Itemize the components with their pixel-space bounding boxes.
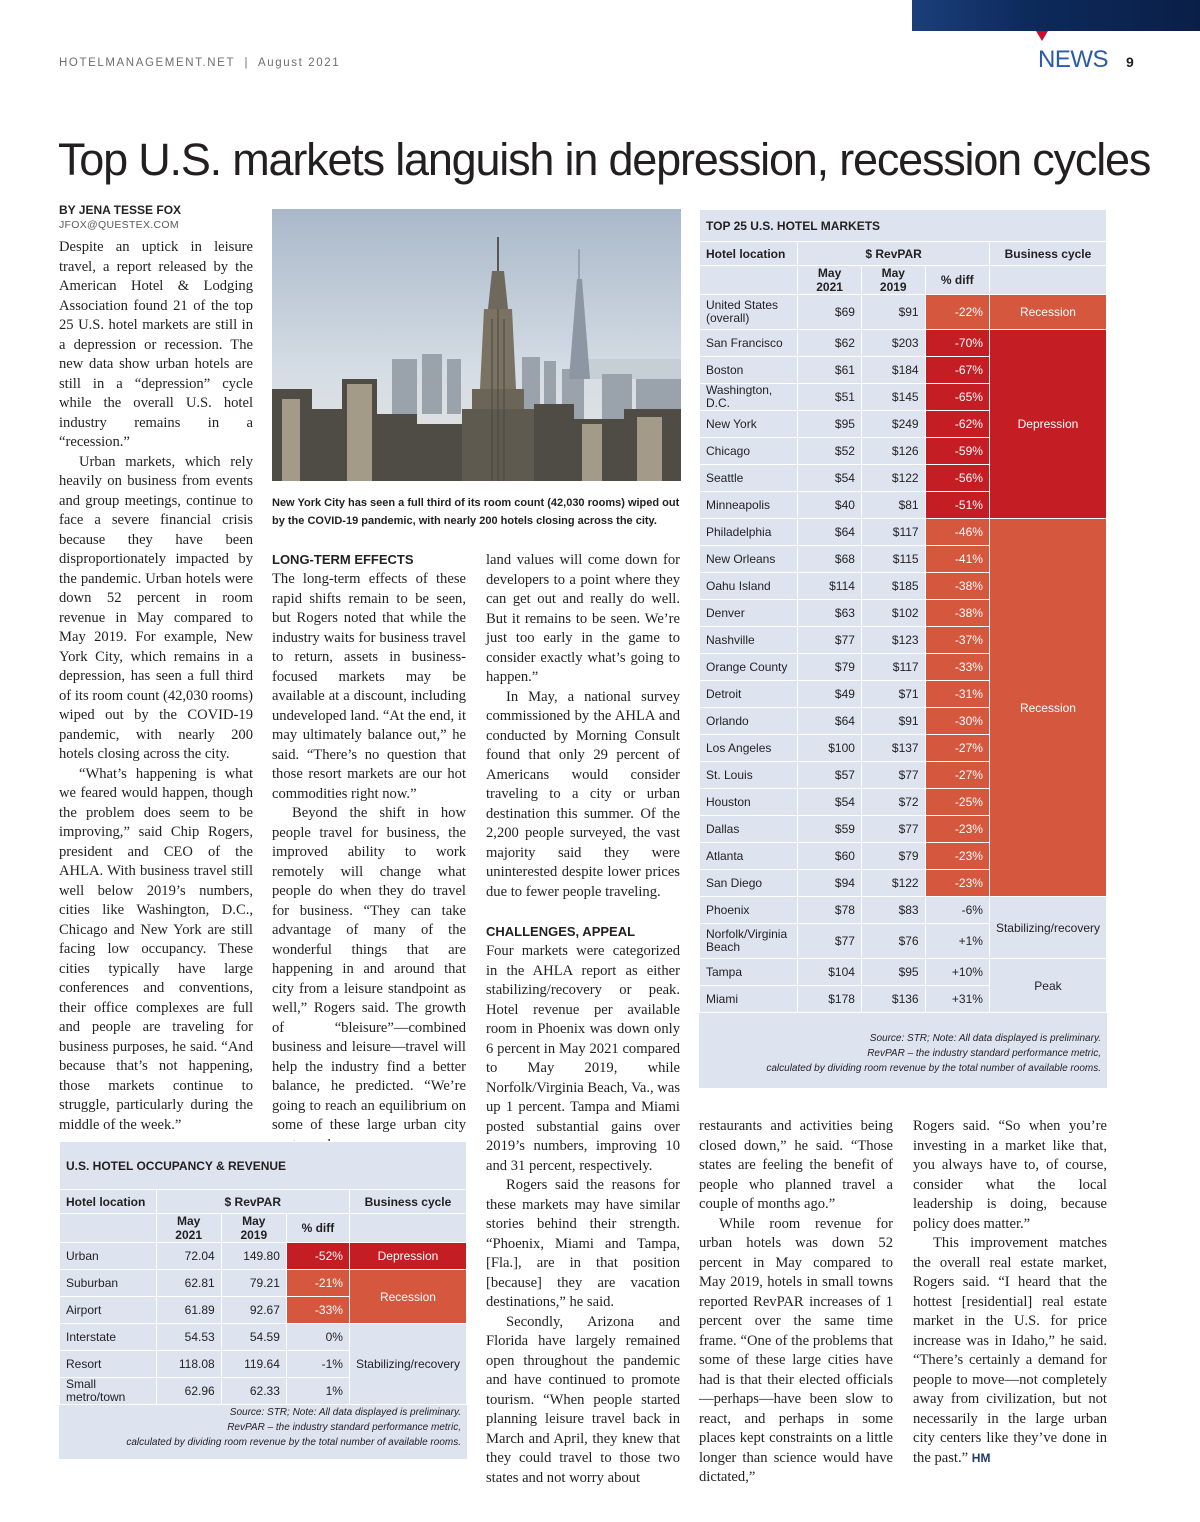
revpar-2019-cell: $72: [861, 789, 925, 816]
article-column-2: [272, 550, 466, 1155]
percent-diff-cell: -27%: [925, 735, 989, 762]
market-name-cell: Phoenix: [700, 897, 798, 924]
market-name-cell: Houston: [700, 789, 798, 816]
table-title: U.S. HOTEL OCCUPANCY & REVENUE: [60, 1142, 467, 1190]
market-name-cell: Atlanta: [700, 843, 798, 870]
percent-diff-cell: -65%: [925, 384, 989, 411]
revpar-2021-cell: $51: [798, 384, 862, 411]
revpar-2021-cell: $60: [798, 843, 862, 870]
percent-diff-cell: -23%: [925, 843, 989, 870]
revpar-2021-cell: 61.89: [156, 1297, 221, 1324]
market-name-cell: San Diego: [700, 870, 798, 897]
column-header-revpar: $ RevPAR: [798, 242, 990, 266]
revpar-2021-cell: 118.08: [156, 1351, 221, 1378]
market-name-cell: New Orleans: [700, 546, 798, 573]
revpar-2021-cell: 54.53: [156, 1324, 221, 1351]
revpar-2019-cell: $203: [861, 330, 925, 357]
page-number: 9: [1126, 54, 1134, 70]
percent-diff-cell: 1%: [286, 1378, 349, 1405]
percent-diff-cell: -38%: [925, 573, 989, 600]
paragraph: Beyond the shift in how people travel for business, the improved ability to work remotely will change what people do when they do travel for business. “They can take advantage of many of the wonderful things that are happening in and around that city from a leisure standpoint as well,” Rogers said. The growth of “bleisure”—combined business and leisure—travel will help the industry find a better balance, he predicted. “We’re going to reach an equilibrium on some of these large urban city: [272, 805, 466, 1133]
revpar-2019-cell: $122: [861, 465, 925, 492]
column-header-location: Hotel location: [60, 1190, 157, 1214]
market-name-cell: San Francisco: [700, 330, 798, 357]
occupancy-revenue-table-box: [59, 1141, 467, 1459]
masthead: HOTELMANAGEMENT.NET | August 2021: [59, 57, 341, 69]
business-cycle-cell: Recession: [989, 295, 1106, 330]
market-name-cell: Urban: [60, 1243, 157, 1270]
paragraph-text: This improvement matches the overall real estate market, Rogers said. “I heard that the hottest [residential] real estate market in the U.S. for price increase was in Idaho,” he said. “There’s certainly a demand for people to move—not completely away from civilization, but not necessarily in the large urban city centers like they’ve done in the past.”: [913, 1235, 1107, 1466]
market-name-cell: Chicago: [700, 438, 798, 465]
market-name-cell: Philadelphia: [700, 519, 798, 546]
revpar-2019-cell: $249: [861, 411, 925, 438]
column-header-revpar: $ RevPAR: [156, 1190, 349, 1214]
source-line: calculated by dividing room revenue by the total number of available rooms.: [126, 1437, 461, 1448]
paragraph: Rogers said the reasons for these markets may have similar stories behind their strength. “Phoenix, Miami and Tampa, [Fla.], are in that position [because] they are vacation destinations,” he said.: [486, 1177, 680, 1310]
market-name-cell: Seattle: [700, 465, 798, 492]
market-name-cell: Orange County: [700, 654, 798, 681]
table-row: [60, 1324, 467, 1351]
revpar-2019-cell: $91: [861, 708, 925, 735]
percent-diff-cell: -25%: [925, 789, 989, 816]
revpar-2021-cell: $64: [798, 708, 862, 735]
top25-markets-table-box: [699, 209, 1107, 1088]
revpar-2019-cell: 79.21: [221, 1270, 286, 1297]
revpar-2019-cell: $91: [861, 295, 925, 330]
revpar-2021-cell: 62.81: [156, 1270, 221, 1297]
revpar-2021-cell: $77: [798, 924, 862, 959]
business-cycle-cell: Recession: [989, 519, 1106, 897]
column-header-cycle: Business cycle: [349, 1190, 466, 1214]
subhead-long-term-effects: LONG-TERM EFFECTS: [272, 552, 414, 567]
revpar-2019-cell: $95: [861, 959, 925, 986]
paragraph: In May, a national survey commissioned by the AHLA and conducted by Morning Consult found that only 29 percent of Americans would consider traveling to a city or urban destination this summer. Of the 2,200 people surveyed, the vast majority said they were uninterested despite lower prices due to fewer people traveling.: [486, 688, 680, 900]
revpar-2021-cell: $95: [798, 411, 862, 438]
percent-diff-cell: -6%: [925, 897, 989, 924]
revpar-2019-cell: $79: [861, 843, 925, 870]
source-line: Source: STR; Note: All data displayed is preliminary.: [229, 1407, 461, 1418]
revpar-2021-cell: $69: [798, 295, 862, 330]
column-header-may2021: May 2021: [156, 1214, 221, 1243]
photo-caption: New York City has seen a full third of its room count (42,030 rooms) wiped out by the COVID-19 pandemic, with nearly 200 hotels closing across the city.: [272, 497, 680, 527]
revpar-2019-cell: $184: [861, 357, 925, 384]
table-source-note: [701, 1031, 1101, 1076]
percent-diff-cell: -38%: [925, 600, 989, 627]
percent-diff-cell: +1%: [925, 924, 989, 959]
percent-diff-cell: -62%: [925, 411, 989, 438]
percent-diff-cell: -31%: [925, 681, 989, 708]
revpar-2021-cell: $114: [798, 573, 862, 600]
revpar-2021-cell: $61: [798, 357, 862, 384]
market-name-cell: Tampa: [700, 959, 798, 986]
header-spacer: [700, 266, 798, 295]
headline: Top U.S. markets languish in depression, recession cycles: [58, 134, 1151, 185]
percent-diff-cell: -33%: [925, 654, 989, 681]
revpar-2021-cell: $54: [798, 465, 862, 492]
revpar-2021-cell: $79: [798, 654, 862, 681]
paragraph: Four markets were categorized in the AHLA report as either stabilizing/recovery or peak. Hotel revenue per available room in Phoenix was down only 6 percent in May 2021 compared to May 2019, while Norfolk/Virginia Beach, Va., was up 1 percent. Tampa and Miami posted substantial gains over 2019’s numbers, improving 10 and 31 percent, respectively.: [486, 943, 680, 1174]
percent-diff-cell: +31%: [925, 986, 989, 1013]
business-cycle-cell: Depression: [989, 330, 1106, 519]
revpar-2021-cell: $77: [798, 627, 862, 654]
top25-markets-table: [699, 209, 1107, 1013]
author-email: JFOX@QUESTEX.COM: [59, 219, 179, 231]
market-name-cell: Nashville: [700, 627, 798, 654]
paragraph: restaurants and activities being closed down,” he said. “Those states are feeling the benefit of people who planned travel a couple of months ago.”: [699, 1118, 893, 1212]
paragraph: The long-term effects of these rapid shifts remain to be seen, but Rogers noted that while the industry waits for business travel to return, assets in business-focused markets may be available at a discount, including undeveloped land. “At the end, it may ultimately balance out,” he said. “There’s no question that those resort markets are our hot commodities right now.”: [272, 571, 466, 802]
paragraph: [913, 1234, 1107, 1468]
table-row: [700, 519, 1107, 546]
header-spacer: [349, 1214, 466, 1243]
market-name-cell: Minneapolis: [700, 492, 798, 519]
revpar-2019-cell: $71: [861, 681, 925, 708]
header-spacer: [989, 266, 1106, 295]
revpar-2021-cell: $64: [798, 519, 862, 546]
article-column-3: [486, 551, 680, 1488]
source-line: Source: STR; Note: All data displayed is preliminary.: [869, 1033, 1101, 1044]
paragraph: Despite an uptick in leisure travel, a report released by the American Hotel & Lodging Association found 21 of the top 25 U.S. hotel markets are still in a depression or recession. The new data show urban hotels are still in a “depression” cycle while the overall U.S. hotel industry remains in a “recession.”: [59, 239, 253, 450]
market-name-cell: Detroit: [700, 681, 798, 708]
market-name-cell: Los Angeles: [700, 735, 798, 762]
revpar-2021-cell: $68: [798, 546, 862, 573]
revpar-2021-cell: $104: [798, 959, 862, 986]
revpar-2021-cell: $100: [798, 735, 862, 762]
revpar-2019-cell: $137: [861, 735, 925, 762]
end-mark: HM: [971, 1450, 991, 1465]
revpar-2019-cell: 149.80: [221, 1243, 286, 1270]
business-cycle-cell: Recession: [349, 1270, 466, 1324]
revpar-2019-cell: $77: [861, 762, 925, 789]
table-row: [700, 330, 1107, 357]
occupancy-table-body: [60, 1243, 467, 1405]
revpar-2019-cell: $126: [861, 438, 925, 465]
percent-diff-cell: -41%: [925, 546, 989, 573]
revpar-2021-cell: $49: [798, 681, 862, 708]
revpar-2019-cell: 54.59: [221, 1324, 286, 1351]
header-spacer: [60, 1214, 157, 1243]
column-header-location: Hotel location: [700, 242, 798, 266]
revpar-2019-cell: $117: [861, 519, 925, 546]
percent-diff-cell: -56%: [925, 465, 989, 492]
revpar-2019-cell: $145: [861, 384, 925, 411]
market-name-cell: Suburban: [60, 1270, 157, 1297]
paragraph: “What’s happening is what we feared would happen, though the problem does seem to be improving,” said Chip Rogers, president and CEO of the AHLA. With business travel still well below 2019’s numbers, cities like Washington, D.C., Chicago and New York are still facing low occupancy. These cities typically have large conferences and conventions, their office complexes are full and people are traveling for business purposes, he said. “And because that’s not happening, those markets continue to struggle, particularly during the middle of the week.”: [59, 765, 253, 1133]
percent-diff-cell: -51%: [925, 492, 989, 519]
percent-diff-cell: -59%: [925, 438, 989, 465]
market-name-cell: Boston: [700, 357, 798, 384]
revpar-2019-cell: $76: [861, 924, 925, 959]
revpar-2019-cell: 62.33: [221, 1378, 286, 1405]
revpar-2019-cell: 92.67: [221, 1297, 286, 1324]
table-title: TOP 25 U.S. HOTEL MARKETS: [700, 210, 1107, 242]
percent-diff-cell: -22%: [925, 295, 989, 330]
column-header-may2019: May 2019: [861, 266, 925, 295]
market-name-cell: Oahu Island: [700, 573, 798, 600]
top25-table-body: [700, 295, 1107, 1013]
column-header-diff: % diff: [286, 1214, 349, 1243]
column-header-may2021: May 2021: [798, 266, 862, 295]
revpar-2021-cell: $57: [798, 762, 862, 789]
revpar-2019-cell: $122: [861, 870, 925, 897]
paragraph: Rogers said. “So when you’re investing in a market like that, you always have to, of course, consider what the local leadership is doing, because policy does matter.”: [913, 1118, 1107, 1232]
market-name-cell: St. Louis: [700, 762, 798, 789]
market-name-cell: Small metro/town: [60, 1378, 157, 1405]
table-row: [60, 1243, 467, 1270]
percent-diff-cell: -46%: [925, 519, 989, 546]
revpar-2021-cell: $78: [798, 897, 862, 924]
market-name-cell: Airport: [60, 1297, 157, 1324]
market-name-cell: Denver: [700, 600, 798, 627]
revpar-2021-cell: 72.04: [156, 1243, 221, 1270]
percent-diff-cell: -52%: [286, 1243, 349, 1270]
paragraph: land values will come down for developers to a point where they can get out and really do well. But it remains to be seen. We’re just too early in the game to consider exactly what’s going to happen.”: [486, 552, 680, 685]
percent-diff-cell: 0%: [286, 1324, 349, 1351]
new-york-skyline-photo: [272, 209, 681, 481]
percent-diff-cell: -23%: [925, 870, 989, 897]
percent-diff-cell: -67%: [925, 357, 989, 384]
revpar-2021-cell: 62.96: [156, 1378, 221, 1405]
percent-diff-cell: -23%: [925, 816, 989, 843]
revpar-2019-cell: $77: [861, 816, 925, 843]
table-source-note: [61, 1405, 461, 1450]
corner-color-bar: [912, 0, 1200, 31]
revpar-2019-cell: 119.64: [221, 1351, 286, 1378]
revpar-2019-cell: $102: [861, 600, 925, 627]
revpar-2019-cell: $123: [861, 627, 925, 654]
market-name-cell: Orlando: [700, 708, 798, 735]
table-row: [700, 959, 1107, 986]
table-row: [60, 1270, 467, 1297]
percent-diff-cell: -37%: [925, 627, 989, 654]
business-cycle-cell: Stabilizing/recovery: [349, 1324, 466, 1405]
section-label: NEWS: [1038, 46, 1108, 73]
skyline-illustration: [272, 209, 681, 481]
percent-diff-cell: -30%: [925, 708, 989, 735]
source-line: calculated by dividing room revenue by the total number of available rooms.: [766, 1063, 1101, 1074]
column-header-may2019: May 2019: [221, 1214, 286, 1243]
paragraph: While room revenue for urban hotels was down 52 percent in May compared to May 2019, hotels in small towns reported RevPAR increases of 1 percent over the same time frame. “One of the problems that some of these large cities have had is that their elected officials—perhaps—have been slow to react, and perhaps in some places kept constraints on a little longer than science would have dictated,”: [699, 1215, 893, 1485]
table-row: [700, 897, 1107, 924]
percent-diff-cell: -1%: [286, 1351, 349, 1378]
market-name-cell: Interstate: [60, 1324, 157, 1351]
market-name-cell: Dallas: [700, 816, 798, 843]
subhead-challenges-appeal: CHALLENGES, APPEAL: [486, 924, 636, 939]
revpar-2021-cell: $178: [798, 986, 862, 1013]
revpar-2019-cell: $136: [861, 986, 925, 1013]
revpar-2021-cell: $52: [798, 438, 862, 465]
revpar-2021-cell: $62: [798, 330, 862, 357]
market-name-cell: New York: [700, 411, 798, 438]
percent-diff-cell: +10%: [925, 959, 989, 986]
revpar-2019-cell: $117: [861, 654, 925, 681]
article-column-4: [699, 1117, 893, 1488]
revpar-2021-cell: $94: [798, 870, 862, 897]
business-cycle-cell: Stabilizing/recovery: [989, 897, 1106, 959]
market-name-cell: Resort: [60, 1351, 157, 1378]
percent-diff-cell: -27%: [925, 762, 989, 789]
market-name-cell: Miami: [700, 986, 798, 1013]
revpar-2021-cell: $54: [798, 789, 862, 816]
occupancy-revenue-table: [59, 1141, 467, 1405]
market-name-cell: United States (overall): [700, 295, 798, 330]
column-header-cycle: Business cycle: [989, 242, 1106, 266]
percent-diff-cell: -70%: [925, 330, 989, 357]
revpar-2021-cell: $40: [798, 492, 862, 519]
revpar-2021-cell: $59: [798, 816, 862, 843]
revpar-2019-cell: $115: [861, 546, 925, 573]
source-line: RevPAR – the industry standard performance metric,: [227, 1422, 461, 1433]
revpar-2019-cell: $185: [861, 573, 925, 600]
business-cycle-cell: Peak: [989, 959, 1106, 1013]
percent-diff-cell: -33%: [286, 1297, 349, 1324]
column-header-diff: % diff: [925, 266, 989, 295]
table-row: [700, 295, 1107, 330]
corner-triangle-marker: [1036, 31, 1048, 41]
byline: BY JENA TESSE FOX: [59, 203, 182, 217]
revpar-2019-cell: $83: [861, 897, 925, 924]
percent-diff-cell: -21%: [286, 1270, 349, 1297]
market-name-cell: Washington, D.C.: [700, 384, 798, 411]
article-column-5: [913, 1117, 1107, 1468]
source-line: RevPAR – the industry standard performance metric,: [867, 1048, 1101, 1059]
article-column-1: [59, 238, 253, 1135]
business-cycle-cell: Depression: [349, 1243, 466, 1270]
paragraph: Urban markets, which rely heavily on business from events and group meetings, continue to face a severe financial crisis because they have been disproportionately impacted by the pandemic. Urban hotels were down 52 percent in room revenue in May compared to May 2019. For example, New York City, which remains in a depression, has seen a full third of its room count (42,030 rooms) wiped out by the COVID-19 pandemic, with nearly 200 hotels closing across the city.: [59, 453, 253, 762]
revpar-2019-cell: $81: [861, 492, 925, 519]
market-name-cell: Norfolk/Virginia Beach: [700, 924, 798, 959]
revpar-2021-cell: $63: [798, 600, 862, 627]
paragraph: Secondly, Arizona and Florida have largely remained open throughout the pandemic and have continued to promote tourism. “When people started planning leisure travel back in March and April, they knew that they could travel to those two states and not worry about: [486, 1313, 680, 1486]
